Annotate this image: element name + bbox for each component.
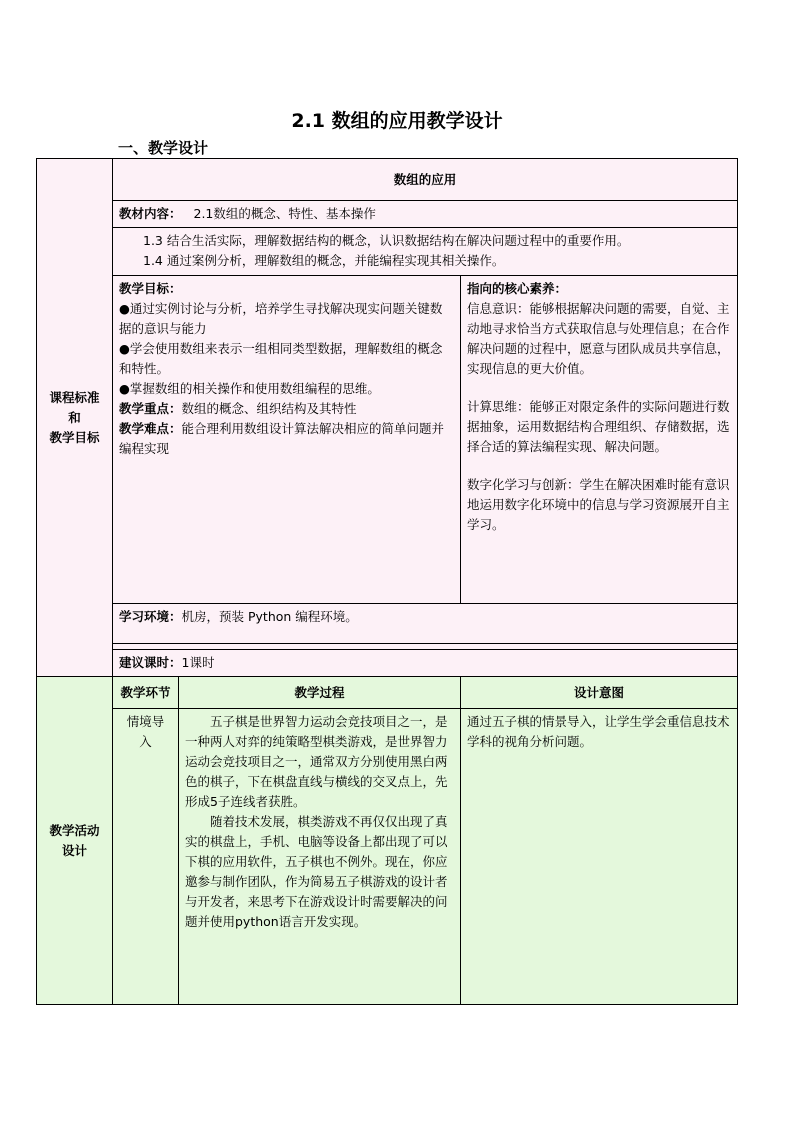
hours-value: 1课时	[181, 655, 215, 670]
process-paragraph: 随着技术发展，棋类游戏不再仅仅出现了真实的棋盘上，手机、电脑等设备上都出现了可以下棋的应用软件，五子棋也不例外。现在，你应邀参与制作团队，作为简易五子棋游戏的设计者与开发者，来思考下在游戏设计时需要解决的问题并使用python语言开发实现。	[185, 814, 448, 929]
content-label: 教材内容：	[119, 206, 182, 221]
col-intent-header: 设计意图	[461, 677, 738, 709]
literacy-item: 数字化学习与创新：学生在解决困难时能有意识地运用数字化环境中的信息与学习资源展开自主学习。	[467, 477, 730, 532]
literacy-item: 计算思维：能够正对限定条件的实际问题进行数据抽象，运用数据结构合理组织、存储数据，选择合适的算法编程实现、解决问题。	[467, 399, 730, 454]
objectives-cell	[113, 276, 461, 604]
course-section-label: 课程标准 和 教学目标	[37, 159, 113, 677]
key-value: 数组的概念、组织结构及其特性	[181, 401, 357, 416]
objective-item: ●学会使用数组来表示一组相同类型数据，理解数组的概念和特性。	[119, 341, 443, 376]
intent-cell	[461, 709, 738, 1005]
stage-cell	[113, 709, 179, 1005]
difficulty-label: 教学难点：	[119, 421, 182, 436]
environment-row	[113, 604, 738, 644]
key-label: 教学重点：	[119, 401, 182, 416]
process-cell	[179, 709, 461, 1005]
col-stage-header: 教学环节	[113, 677, 179, 709]
section-heading: 一、教学设计	[118, 139, 209, 157]
literacy-cell	[461, 276, 738, 604]
document-title: 2.1 数组的应用教学设计	[291, 110, 503, 132]
env-label: 学习环境：	[119, 609, 182, 624]
standard-item: 1.4 通过案例分析，理解数组的概念，并能编程实现其相关操作。	[143, 253, 505, 268]
hours-label: 建议课时：	[119, 655, 182, 670]
objective-item: ●通过实例讨论与分析，培养学生寻找解决现实问题关键数据的意识与能力	[119, 301, 443, 336]
difficulty-point	[119, 419, 454, 459]
standard-item: 1.3 结合生活实际，理解数据结构的概念，认识数据结构在解决问题过程中的重要作用。	[143, 233, 630, 248]
col-process-header: 教学过程	[179, 677, 461, 709]
standards-cell	[113, 228, 738, 276]
difficulty-value: 能合理利用数组设计算法解决相应的简单问题并编程实现	[119, 421, 445, 456]
lesson-title: 数组的应用	[113, 159, 738, 201]
literacy-label: 指向的核心素养：	[467, 281, 568, 296]
key-point	[119, 399, 454, 419]
activity-section-label: 教学活动 设计	[37, 677, 113, 1005]
objective-item: ●掌握数组的相关操作和使用数组编程的思维。	[119, 381, 380, 396]
content-row	[113, 201, 738, 228]
objectives-label: 教学目标：	[119, 281, 182, 296]
process-paragraph: 五子棋是世界智力运动会竞技项目之一，是一种两人对弈的纯策略型棋类游戏，是世界智力运动会竞技项目之一，通常双方分别使用黑白两色的棋子，下在棋盘直线与横线的交叉点上，先形成5子连线者获胜。	[185, 714, 448, 809]
literacy-item: 信息意识：能够根据解决问题的需要，自觉、主动地寻求恰当方式获取信息与处理信息；在合作解决问题的过程中，愿意与团队成员共享信息，实现信息的更大价值。	[467, 301, 730, 376]
content-value: 2.1数组的概念、特性、基本操作	[193, 206, 376, 221]
intent-text: 通过五子棋的情景导入，让学生学会重信息技术学科的视角分析问题。	[467, 714, 730, 749]
stage-name: 情境导入	[126, 714, 165, 749]
env-value: 机房，预装 Python 编程环境。	[181, 609, 358, 624]
hours-row	[113, 650, 738, 677]
lesson-plan-table	[36, 158, 738, 1005]
